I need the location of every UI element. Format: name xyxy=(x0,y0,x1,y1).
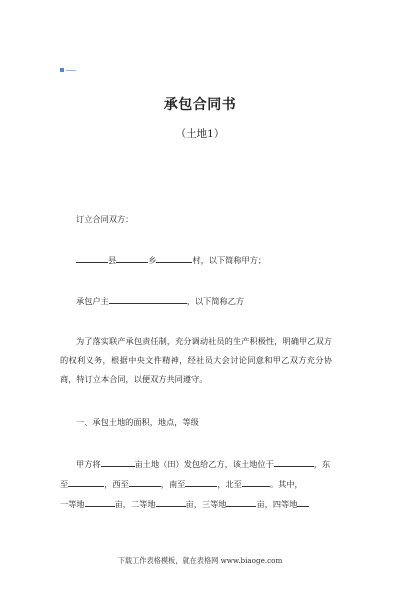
section1-heading: 一、承包土地的面积，地点，等级 xyxy=(76,417,199,427)
section1-line3 xyxy=(60,495,346,514)
document-title: 承包合同书 xyxy=(163,97,237,113)
county-label: 县 xyxy=(108,255,117,265)
purpose-paragraph: 为了落实联产承包责任制，充分调动社员的生产积极性，明确甲乙双方的权利义务，根据中央文件精神，经社员大会讨论同意和甲乙双方充分协商，特订立本合同，以便双方共同遵守。 xyxy=(60,336,332,384)
north-blank xyxy=(242,478,270,487)
party-b-line xyxy=(76,292,346,311)
contractor-prefix: 承包户主 xyxy=(76,296,109,306)
s1-l2-c: ，南至 xyxy=(160,479,186,489)
parties-intro: 订立合同双方： xyxy=(76,214,134,224)
party-a-line xyxy=(76,251,346,270)
section1-line1 xyxy=(76,455,346,474)
s1-l2-a: 至 xyxy=(60,479,69,489)
west-blank xyxy=(129,478,161,487)
page-footer: 下载工作表格模板，就在表格网 www.biaoge.com xyxy=(117,556,283,565)
grade3-blank xyxy=(226,498,256,507)
contractor-suffix: ，以下简称乙方 xyxy=(186,296,245,306)
south-blank xyxy=(185,478,217,487)
area-blank xyxy=(101,458,135,467)
logo-icon xyxy=(60,68,76,72)
east-blank xyxy=(68,478,104,487)
s1-l3-c: 亩，三等地 xyxy=(185,499,227,509)
grade4-blank xyxy=(297,498,309,507)
village-label: 村，以下简称甲方； xyxy=(192,255,267,265)
s1-l2-e: 。其中， xyxy=(269,479,303,489)
s1-l3-d: 亩，四等地 xyxy=(256,499,298,509)
village-blank xyxy=(156,254,192,263)
township-label: 乡 xyxy=(148,255,157,265)
s1-l2-b: ，西至 xyxy=(104,479,129,489)
s1-l3-a: 一等地 xyxy=(60,499,85,509)
county-blank xyxy=(76,254,108,263)
s1-l1-b: 亩土地（田）发包给乙方，该土地位于 xyxy=(134,459,274,469)
s1-l1-a: 甲方将 xyxy=(76,459,101,469)
s1-l1-c: ，东 xyxy=(313,459,331,469)
grade2-blank xyxy=(156,498,186,507)
s1-l3-b: 亩，二等地 xyxy=(114,499,156,509)
s1-l2-d: ，北至 xyxy=(217,479,242,489)
contractor-name-blank xyxy=(109,295,187,304)
grade1-blank xyxy=(85,498,115,507)
section1-line2 xyxy=(60,475,346,494)
location-blank xyxy=(274,458,314,467)
document-subtitle: （土地1） xyxy=(175,128,225,140)
township-blank xyxy=(116,254,148,263)
